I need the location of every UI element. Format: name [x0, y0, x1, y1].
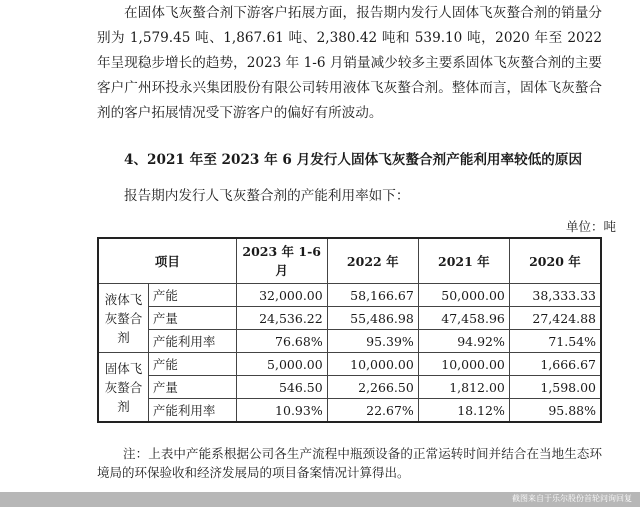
metric-label: 产量 [148, 307, 236, 330]
header-item: 项目 [98, 238, 236, 284]
table-cell: 55,486.98 [327, 307, 418, 330]
table-cell: 1,812.00 [418, 376, 509, 399]
metric-label: 产能 [148, 353, 236, 376]
header-2020: 2020 年 [509, 238, 601, 284]
table-header-row [98, 238, 601, 284]
header-2023h1: 2023 年 1-6 月 [236, 238, 327, 284]
table-cell: 38,333.33 [509, 284, 601, 307]
capacity-utilization-table [97, 237, 602, 423]
intro-paragraph: 在固体飞灰螯合剂下游客户拓展方面，报告期内发行人固体飞灰螯合剂的销量分别为 1,579.45 吨、1,867.61 吨、2,380.42 吨和 539.10 吨，2020 年至 2022 年呈现稳步增长的趋势，2023 年 1-6 月销量减少较多主要系固体飞灰螯合剂的主要客户广州环投永兴集团股份有限公司转用液体飞灰螯合剂。整体而言，固体飞灰螯合剂的客户拓展情况受下游客户的偏好有所波动。 [97, 5, 602, 121]
header-2021: 2021 年 [418, 238, 509, 284]
group-label-liquid: 液体飞灰螯合剂 [98, 284, 148, 353]
table-cell: 24,536.22 [236, 307, 327, 330]
table-cell: 32,000.00 [236, 284, 327, 307]
table-intro: 报告期内发行人飞灰螯合剂的产能利用率如下： [124, 188, 410, 204]
table-cell: 2,266.50 [327, 376, 418, 399]
header-2022: 2022 年 [327, 238, 418, 284]
metric-label: 产能利用率 [148, 330, 236, 353]
table-cell: 94.92% [418, 330, 509, 353]
group-label-solid: 固体飞灰螯合剂 [98, 353, 148, 423]
table-cell: 10.93% [236, 399, 327, 423]
table-note: 注：上表中产能系根据公司各生产流程中瓶颈设备的正常运转时间并结合在当地生态环境局的环保验收和经济发展局的项目备案情况计算得出。 [97, 446, 602, 480]
table-cell: 10,000.00 [418, 353, 509, 376]
table-row [98, 376, 601, 399]
table-cell: 5,000.00 [236, 353, 327, 376]
table-row [98, 330, 601, 353]
table-cell: 71.54% [509, 330, 601, 353]
table-cell: 47,458.96 [418, 307, 509, 330]
table-cell: 95.39% [327, 330, 418, 353]
table-row [98, 307, 601, 330]
metric-label: 产能 [148, 284, 236, 307]
table-row [98, 353, 601, 376]
table-cell: 95.88% [509, 399, 601, 423]
metric-label: 产量 [148, 376, 236, 399]
table-row [98, 284, 601, 307]
footer-bar [0, 492, 640, 507]
table-cell: 76.68% [236, 330, 327, 353]
table-cell: 18.12% [418, 399, 509, 423]
footer-caption: 截图来自于乐尔股份首轮问询回复 [512, 494, 632, 503]
table-cell: 27,424.88 [509, 307, 601, 330]
table-cell: 50,000.00 [418, 284, 509, 307]
table-row [98, 399, 601, 423]
table-cell: 58,166.67 [327, 284, 418, 307]
unit-label: 单位：吨 [566, 219, 617, 234]
section-heading: 4、2021 年至 2023 年 6 月发行人固体飞灰螯合剂产能利用率较低的原因 [124, 152, 583, 168]
table-cell: 1,666.67 [509, 353, 601, 376]
metric-label: 产能利用率 [148, 399, 236, 423]
table-cell: 546.50 [236, 376, 327, 399]
table-cell: 22.67% [327, 399, 418, 423]
table-cell: 1,598.00 [509, 376, 601, 399]
table-cell: 10,000.00 [327, 353, 418, 376]
